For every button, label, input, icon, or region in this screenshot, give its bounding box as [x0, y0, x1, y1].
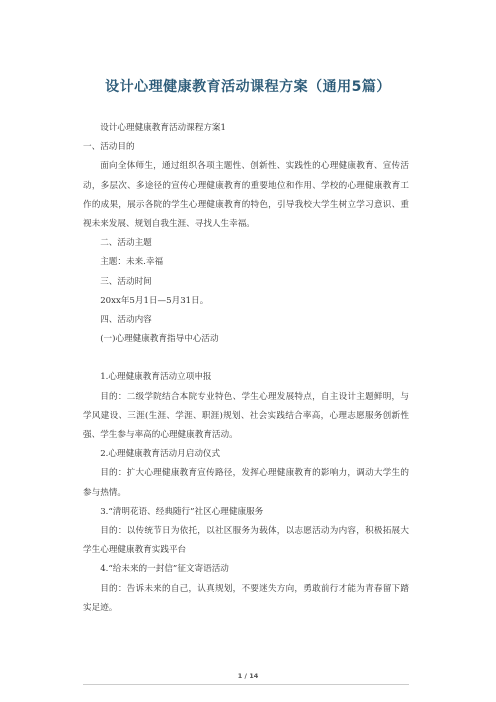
section-heading: 三、活动时间: [100, 276, 152, 287]
footer-divider: [83, 684, 409, 685]
page-indicator: 1 / 14: [237, 672, 259, 680]
item-heading: 2.心理健康教育活动月启动仪式: [100, 449, 221, 460]
item-heading: 3.“清明花语、经典随行”社区心理健康服务: [100, 506, 264, 517]
sub-heading: (一)心理健康教育指导中心活动: [100, 334, 219, 345]
body-paragraph: 面向全体师生，通过组织各项主题性、创新性、实践性的心理健康教育、宣传活动，多层次、多途径的宣传心理健康教育的重要地位和作用、学校的心理健康教育工作的成果，展示各院的学生心理健康教育的特色，引导我校大学生树立学习意识、重视未来发展、规划自我生涯、寻找人生幸福。: [83, 161, 409, 230]
item-heading: 1.心理健康教育活动立项申报: [100, 372, 212, 383]
body-paragraph: 目的：以传统节日为依托，以社区服务为载体，以志愿活动为内容，积极拓展大学生心理健康教育实践平台: [83, 526, 409, 556]
body-paragraph: 目的：扩大心理健康教育宣传路径，发挥心理健康教育的影响力，调动大学生的参与热情。: [83, 468, 409, 498]
body-paragraph: 目的：二级学院结合本院专业特色、学生心理发展特点，自主设计主题鲜明，与学风建设、三涯(生涯、学涯、职涯)规划、社会实践结合率高，心理志愿服务创新性强、学生参与率高的心理健康教育活动。: [83, 391, 409, 441]
body-paragraph: 20xx年5月1日—5月31日。: [100, 295, 209, 306]
section-heading: 四、活动内容: [100, 315, 152, 326]
section-heading: 设计心理健康教育活动课程方案1: [100, 123, 226, 133]
body-paragraph: 主题：未来.幸福: [100, 257, 164, 268]
body-paragraph: 目的：告诉未来的自己，认真规划，不要迷失方向，勇敢前行才能为青春留下踏实足迹。: [83, 583, 409, 613]
item-heading: 4.“给未来的一封信”征文寄语活动: [100, 564, 229, 575]
section-heading: 一、活动目的: [83, 142, 135, 153]
document-title: 设计心理健康教育活动课程方案（通用5篇）: [105, 79, 391, 95]
section-heading: 二、活动主题: [100, 238, 152, 249]
spacer: [83, 349, 409, 368]
document-body: [83, 119, 409, 618]
